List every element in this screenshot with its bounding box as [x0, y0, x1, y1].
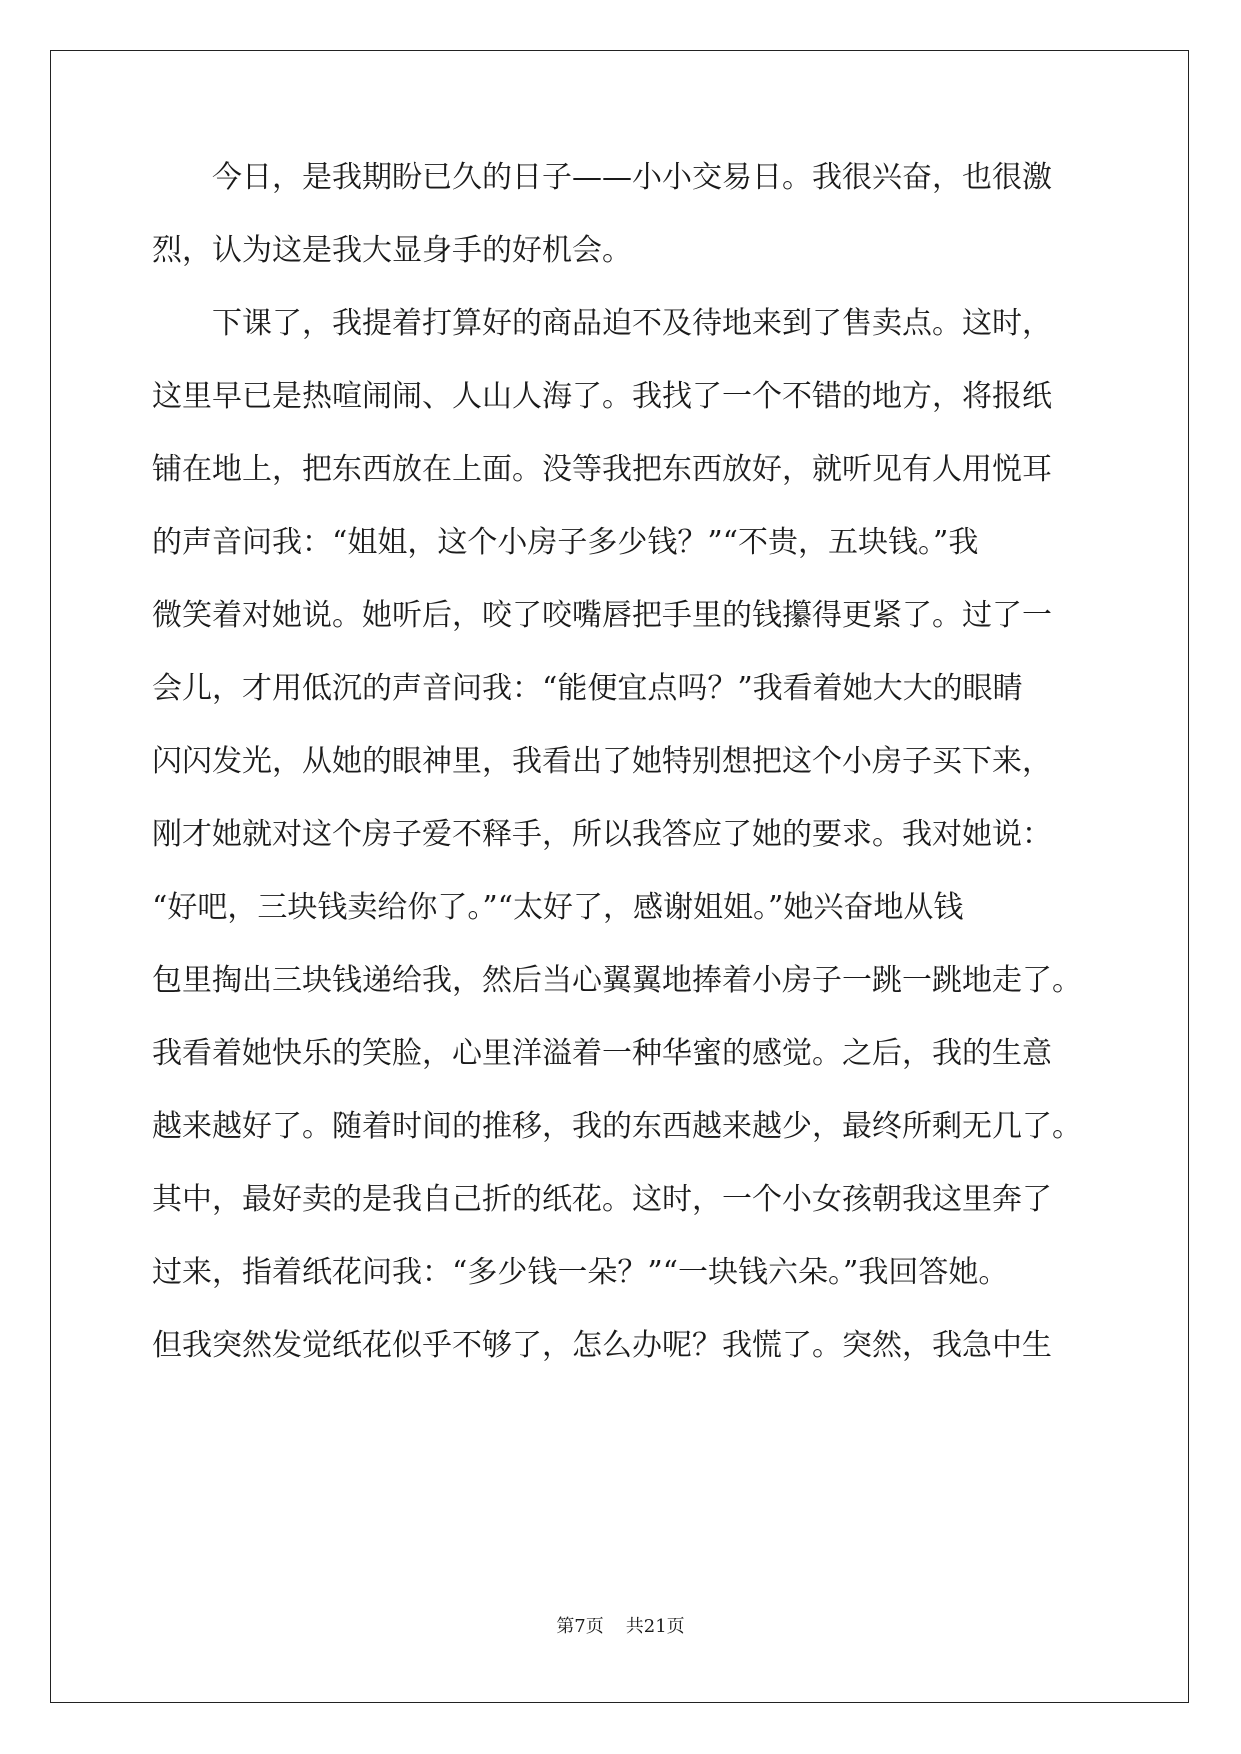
text-line: 的声音问我：“姐姐，这个小房子多少钱？”“不贵，五块钱。”我	[152, 525, 979, 560]
text-line: 会儿，才用低沉的声音问我：“能便宜点吗？”我看着她大大的眼睛	[152, 671, 1023, 706]
text-line: 过来，指着纸花问我：“多少钱一朵？”“一块钱六朵。”我回答她。	[152, 1255, 1009, 1290]
document-body	[152, 158, 1097, 1366]
text-line: 这里早已是热喧闹闹、人山人海了。我找了一个不错的地方，将报纸	[152, 379, 1052, 414]
text-line: 刚才她就对这个房子爱不释手，所以我答应了她的要求。我对她说：	[152, 817, 1052, 852]
paragraph	[152, 158, 1097, 271]
text-line: 下课了，我提着打算好的商品迫不及待地来到了售卖点。这时，	[212, 306, 1052, 341]
paragraph	[152, 304, 1097, 1366]
text-line: 越来越好了。随着时间的推移，我的东西越来越少，最终所剩无几了。	[152, 1109, 1082, 1144]
text-line: 闪闪发光，从她的眼神里，我看出了她特别想把这个小房子买下来，	[152, 744, 1052, 779]
total-page-count: 共21页	[625, 1616, 685, 1637]
text-line: 烈，认为这是我大显身手的好机会。	[152, 233, 632, 268]
current-page-number: 第7页	[556, 1616, 604, 1637]
text-line: 微笑着对她说。她听后，咬了咬嘴唇把手里的钱攥得更紧了。过了一	[152, 598, 1052, 633]
text-line: 但我突然发觉纸花似乎不够了，怎么办呢？我慌了。突然，我急中生	[152, 1328, 1052, 1363]
text-line: 铺在地上，把东西放在上面。没等我把东西放好，就听见有人用悦耳	[152, 452, 1052, 487]
text-line: “好吧，三块钱卖给你了。”“太好了，感谢姐姐。”她兴奋地从钱	[152, 890, 964, 925]
text-line: 我看着她快乐的笑脸，心里洋溢着一种华蜜的感觉。之后，我的生意	[152, 1036, 1052, 1071]
text-line: 今日，是我期盼已久的日子——小小交易日。我很兴奋，也很激	[212, 160, 1052, 195]
text-line: 包里掏出三块钱递给我，然后当心翼翼地捧着小房子一跳一跳地走了。	[152, 963, 1082, 998]
text-line: 其中，最好卖的是我自己折的纸花。这时，一个小女孩朝我这里奔了	[152, 1182, 1052, 1217]
page-footer	[0, 1612, 1241, 1638]
